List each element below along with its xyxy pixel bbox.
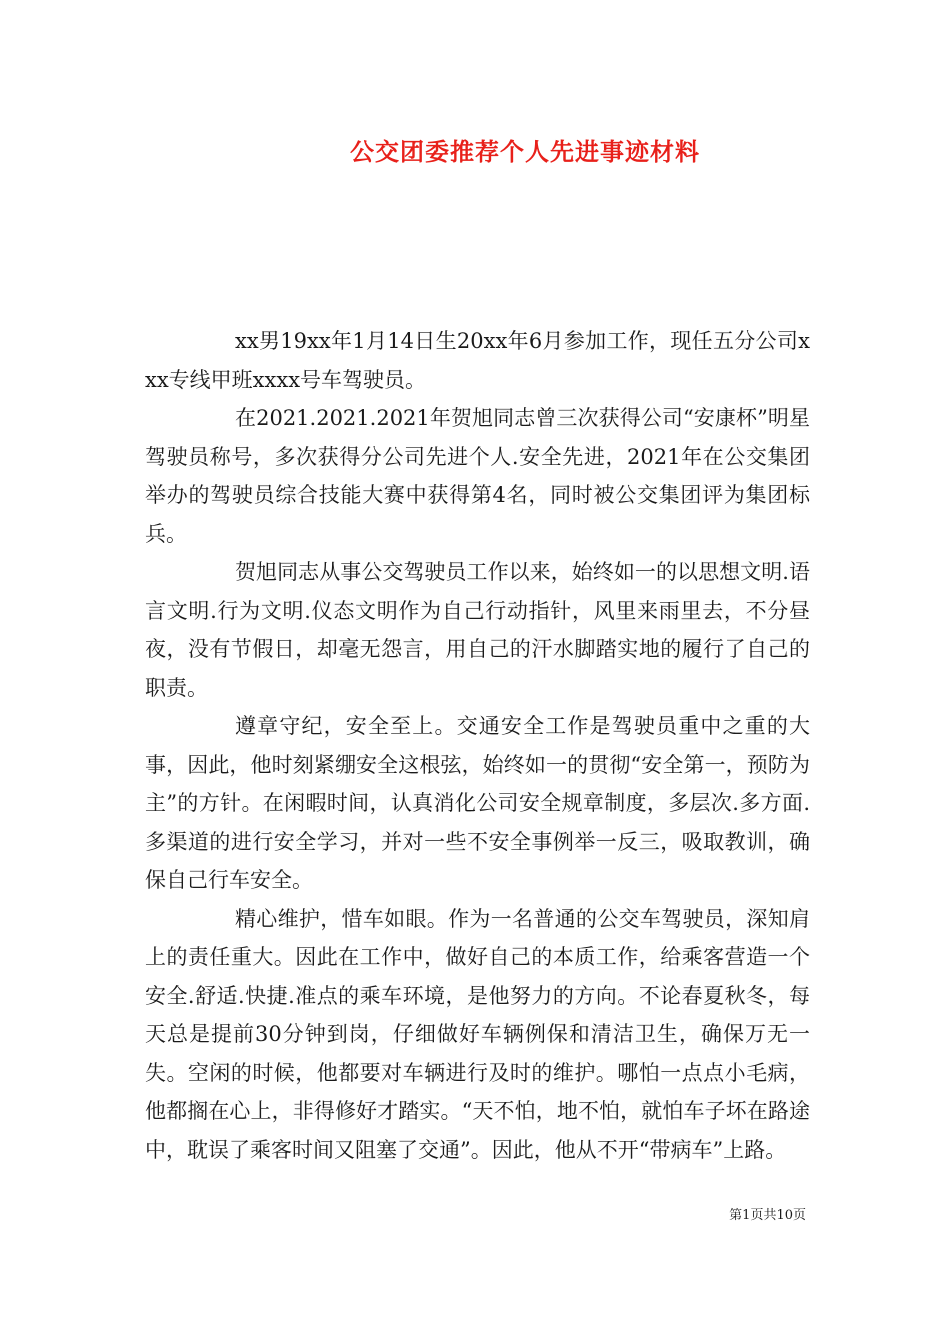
paragraph-work-attitude: 贺旭同志从事公交驾驶员工作以来，始终如一的以思想文明.语言文明.行为文明.仪态文明作为自己行动指针，风里来雨里去，不分昼夜，没有节假日，却毫无怨言，用自己的汗水脚踏实地的履行了自己的职责。	[145, 560, 810, 700]
paragraph-awards: 在2021.2021.2021年贺旭同志曾三次获得公司“安康杯”明星驾驶员称号，多次获得分公司先进个人.安全先进，2021年在公交集团举办的驾驶员综合技能大赛中获得第4名，同时被公交集团评为集团标兵。	[145, 406, 810, 546]
document-body	[145, 322, 810, 1169]
paragraph-intro: xx男19xx年1月14日生20xx年6月参加工作，现任五分公司xxx专线甲班xxxx号车驾驶员。	[145, 329, 810, 392]
paragraph-maintenance: 精心维护，惜车如眼。作为一名普通的公交车驾驶员，深知肩上的责任重大。因此在工作中，做好自己的本质工作，给乘客营造一个安全.舒适.快捷.准点的乘车环境，是他努力的方向。不论春夏秋冬，每天总是提前30分钟到岗，仔细做好车辆例保和清洁卫生，确保万无一失。空闲的时候，他都要对车辆进行及时的维护。哪怕一点点小毛病，他都搁在心上，非得修好才踏实。“天不怕，地不怕，就怕车子坏在路途中，耽误了乘客时间又阻塞了交通”。因此，他从不开“带病车”上路。	[145, 906, 810, 1162]
paragraph-safety: 遵章守纪，安全至上。交通安全工作是驾驶员重中之重的大事，因此，他时刻紧绷安全这根弦，始终如一的贯彻“安全第一，预防为主”的方针。在闲暇时间，认真消化公司安全规章制度，多层次.多方面.多渠道的进行安全学习，并对一些不安全事例举一反三，吸取教训，确保自己行车安全。	[145, 714, 810, 892]
document-title: 公交团委推荐个人先进事迹材料	[350, 137, 700, 166]
page-number-footer: 第1页共10页	[729, 1208, 806, 1223]
